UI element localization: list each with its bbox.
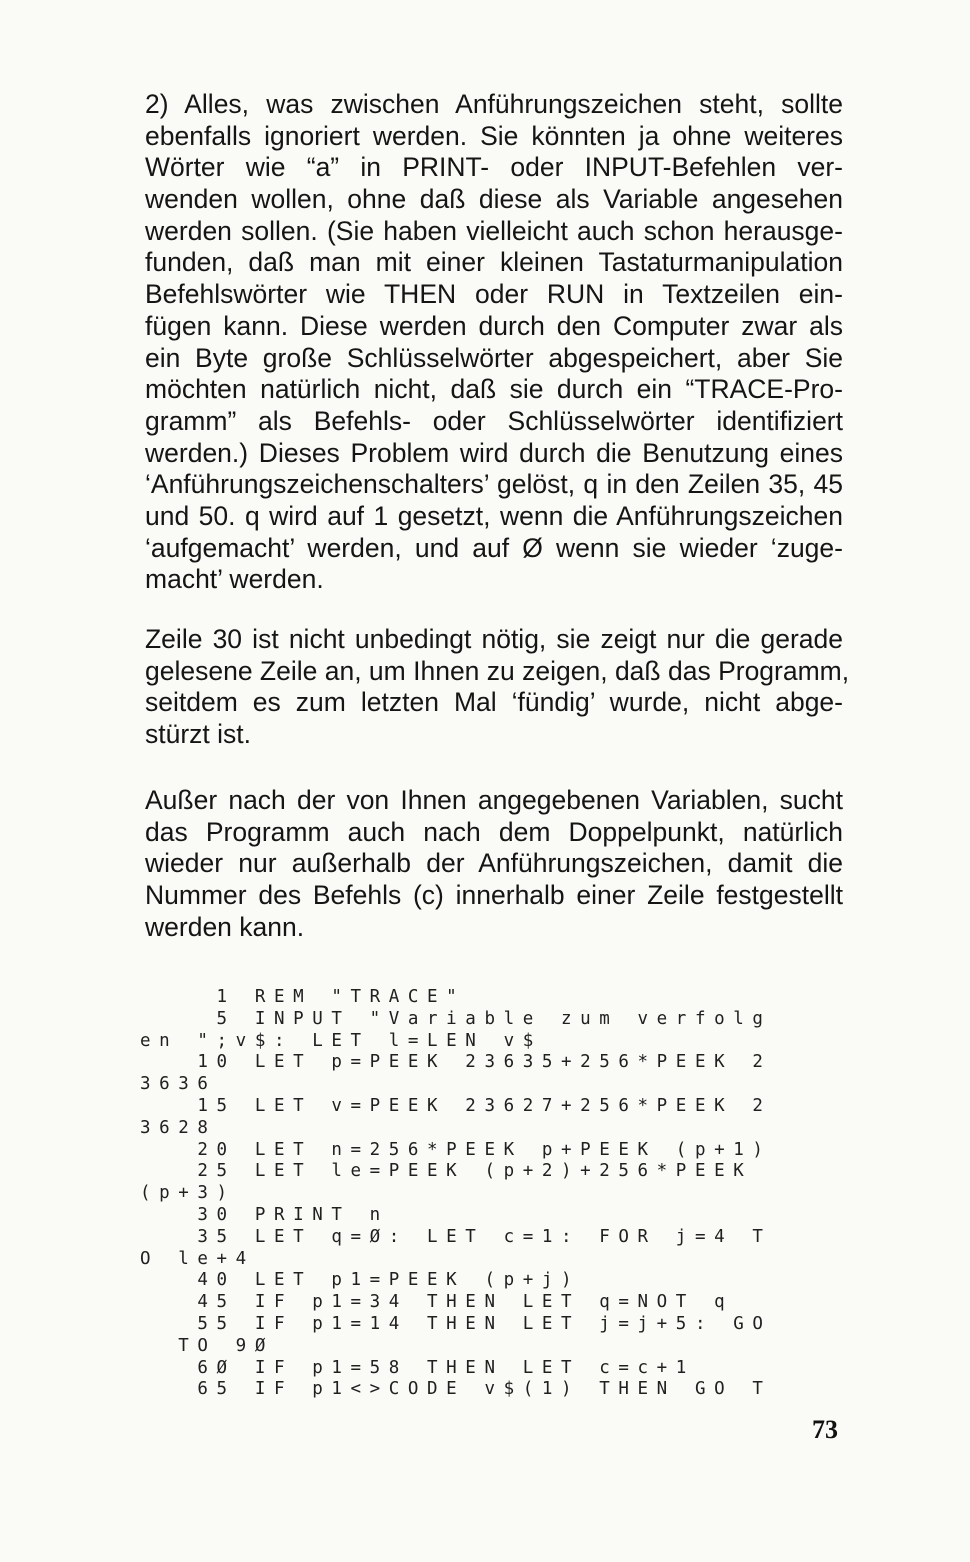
- text-line: ‘aufgemacht’ werden, und auf Ø wenn sie wieder ‘zuge-: [145, 532, 843, 563]
- paragraph-line-30: [145, 624, 850, 751]
- code-line: 35 LET q=Ø: LET c=1: FOR j=4 T: [140, 1226, 772, 1247]
- text-line: Nummer des Befehls (c) innerhalb einer Zeile festgestellt: [145, 880, 843, 911]
- code-line: 20 LET n=256*PEEK p+PEEK (p+1): [140, 1139, 772, 1160]
- text-line: werden.) Dieses Problem wird durch die Benutzung eines: [145, 437, 843, 468]
- code-line: 30 PRINT n: [140, 1204, 389, 1225]
- text-line: Außer nach der von Ihnen angegebenen Variablen, sucht: [145, 785, 843, 815]
- code-line: 15 LET v=PEEK 23627+256*PEEK 2: [140, 1095, 772, 1116]
- text-line: ‘Anführungszeichenschalters’ gelöst, q in den Zeilen 35, 45: [145, 469, 843, 500]
- code-line: TO 9Ø: [140, 1335, 274, 1356]
- text-line: 2) Alles, was zwischen Anführungszeichen steht, sollte: [145, 89, 843, 119]
- code-line: 3628: [140, 1117, 217, 1138]
- text-line: Zeile 30 ist nicht unbedingt nötig, sie zeigt nur die gerade: [145, 624, 843, 654]
- code-line: 40 LET p1=PEEK (p+j): [140, 1270, 581, 1291]
- paragraph-quote-switch: [145, 89, 843, 596]
- code-line: 10 LET p=PEEK 23635+256*PEEK 2: [140, 1052, 772, 1073]
- text-line: ein Byte große Schlüsselwörter abgespeichert, aber Sie: [145, 342, 843, 373]
- code-line: en ";v$: LET l=LEN v$: [140, 1030, 542, 1051]
- basic-program-listing: [140, 987, 840, 1401]
- code-line: 25 LET le=PEEK (p+2)+256*PEEK: [140, 1161, 753, 1182]
- code-line: O le+4: [140, 1248, 255, 1269]
- text-line: werden sollen. (Sie haben vielleicht auch schon herausge-: [145, 215, 843, 246]
- text-line: werden kann.: [145, 911, 305, 942]
- text-line: funden, daß man mit einer kleinen Tastaturmanipulation: [145, 247, 843, 278]
- text-line: Befehlswörter wie THEN oder RUN in Textzeilen ein-: [145, 279, 843, 310]
- text-line: möchten natürlich nicht, daß sie durch ein “TRACE-Pro-: [145, 374, 843, 405]
- text-line: Wörter wie “a” in PRINT- oder INPUT-Befehlen ver-: [145, 152, 843, 183]
- text-line: gramm” als Befehls- oder Schlüsselwörter identifiziert: [145, 405, 843, 436]
- text-line: stürzt ist.: [145, 719, 252, 750]
- text-line: wieder nur außerhalb der Anführungszeichen, damit die: [145, 848, 843, 879]
- code-line: (p+3): [140, 1183, 236, 1204]
- page-number: 73: [812, 1415, 838, 1444]
- text-line: macht’ werden.: [145, 564, 324, 595]
- code-line: 3636: [140, 1074, 217, 1095]
- code-line: 5 INPUT "Variable zum verfolg: [140, 1008, 772, 1029]
- text-line: gelesene Zeile an, um Ihnen zu zeigen, daß das Programm,: [145, 655, 850, 686]
- code-line: 65 IF p1<>CODE v$(1) THEN GO T: [140, 1379, 772, 1400]
- text-line: seitdem es zum letzten Mal ‘fündig’ wurde, nicht abge-: [145, 687, 843, 718]
- text-line: fügen kann. Diese werden durch den Computer zwar als: [145, 310, 843, 341]
- code-line: 6Ø IF p1=58 THEN LET c=c+1: [140, 1357, 695, 1378]
- code-line: 55 IF p1=14 THEN LET j=j+5: GO: [140, 1313, 772, 1334]
- paragraph-colon-search: [145, 785, 843, 943]
- text-line: und 50. q wird auf 1 gesetzt, wenn die Anführungszeichen: [145, 500, 843, 531]
- text-line: das Programm auch nach dem Doppelpunkt, natürlich: [145, 816, 843, 847]
- text-line: ebenfalls ignoriert werden. Sie könnten ja ohne weiteres: [145, 120, 843, 151]
- code-line: 45 IF p1=34 THEN LET q=NOT q: [140, 1292, 734, 1313]
- code-line: 1 REM "TRACE": [140, 987, 466, 1007]
- text-line: wenden wollen, ohne daß diese als Variable angesehen: [145, 184, 843, 215]
